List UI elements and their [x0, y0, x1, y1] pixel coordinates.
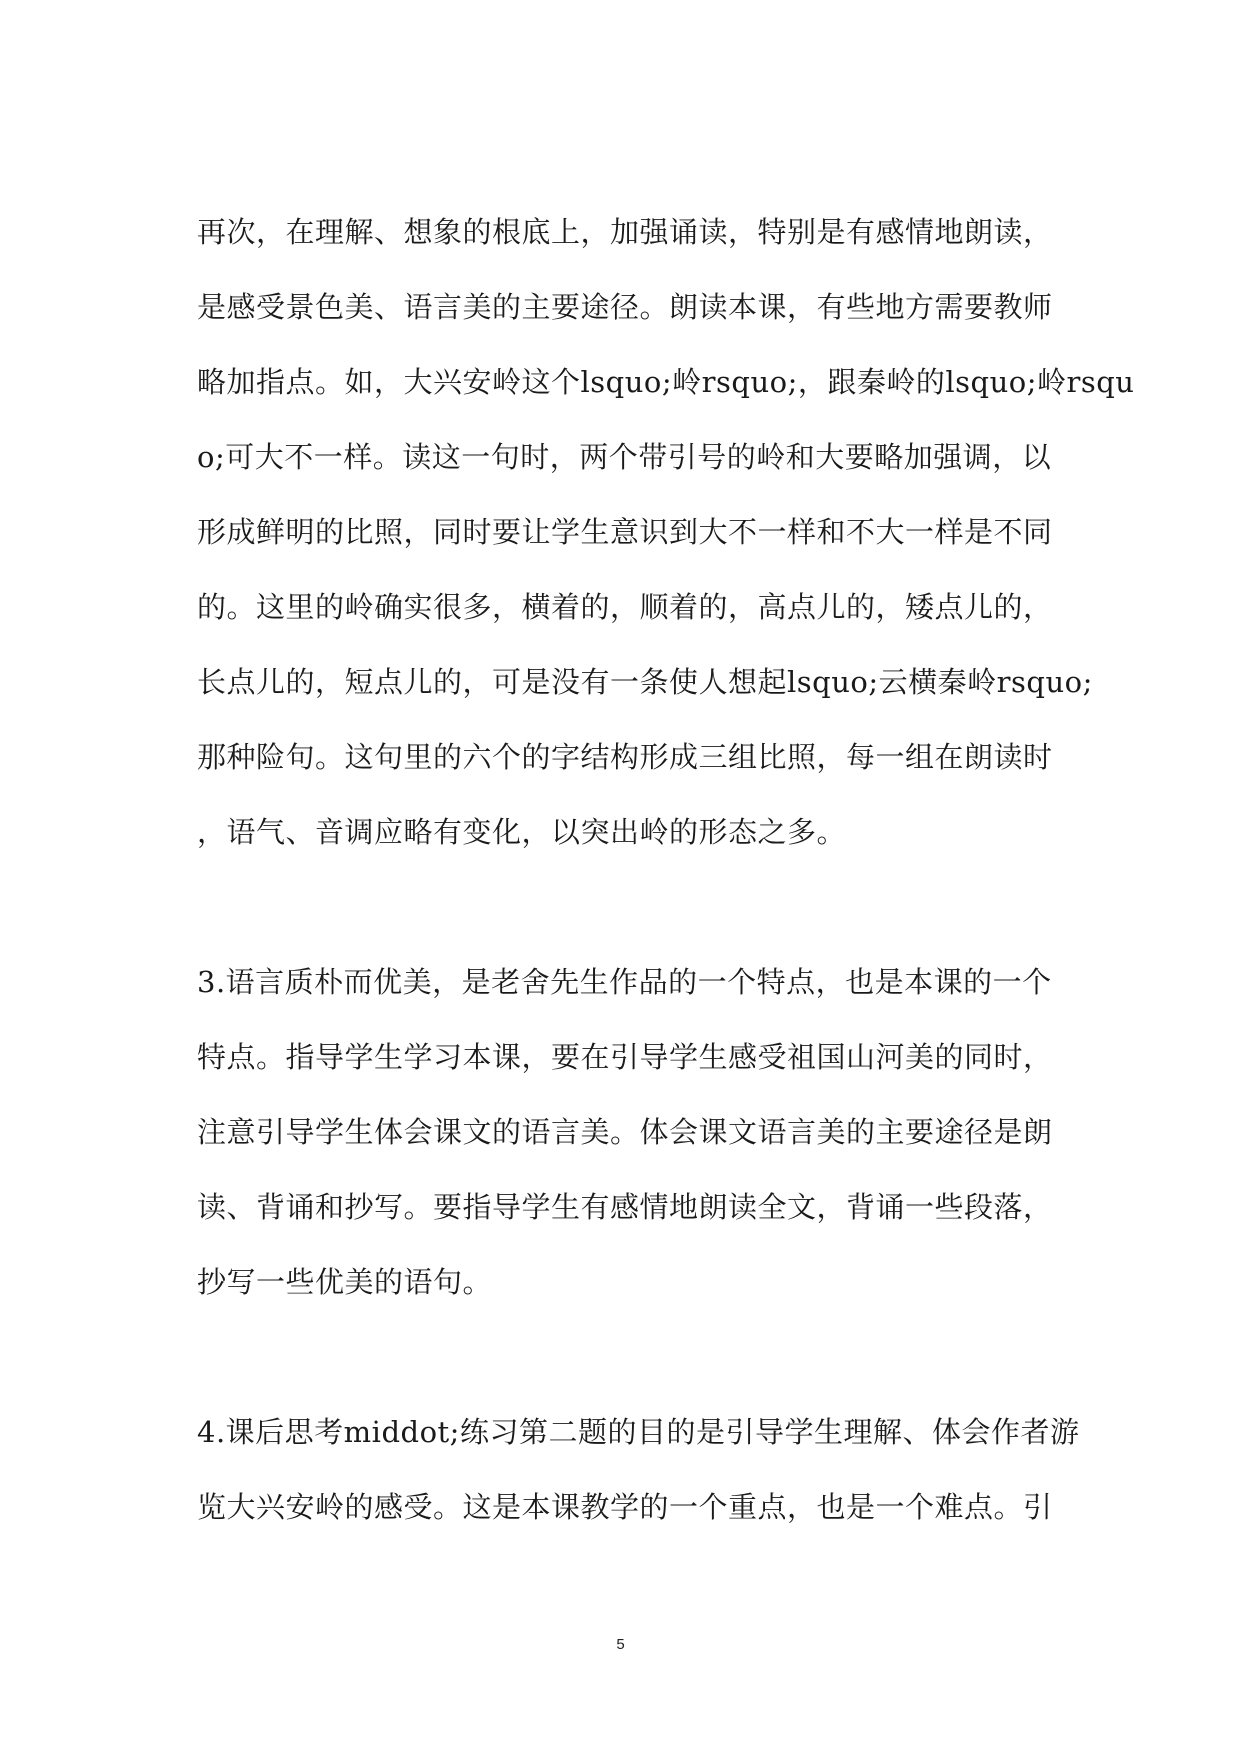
text-line: 长点儿的，短点儿的，可是没有一条使人想起lsquo;云横秦岭rsquo;: [197, 665, 1093, 699]
text-line: 再次，在理解、想象的根底上，加强诵读，特别是有感情地朗读，: [197, 215, 1053, 249]
text-line: 3.语言质朴而优美，是老舍先生作品的一个特点，也是本课的一个: [197, 965, 1052, 999]
text-line: 是感受景色美、语言美的主要途径。朗读本课，有些地方需要教师: [197, 290, 1053, 324]
text-line: ，语气、音调应略有变化，以突出岭的形态之多。: [197, 815, 847, 849]
text-line: 读、背诵和抄写。要指导学生有感情地朗读全文，背诵一些段落，: [197, 1190, 1053, 1224]
text-line: 形成鲜明的比照，同时要让学生意识到大不一样和不大一样是不同: [197, 515, 1053, 549]
text-line: 特点。指导学生学习本课，要在引导学生感受祖国山河美的同时，: [197, 1040, 1053, 1074]
text-line: 注意引导学生体会课文的语言美。体会课文语言美的主要途径是朗: [197, 1115, 1053, 1149]
text-line: 的。这里的岭确实很多，横着的，顺着的，高点儿的，矮点儿的，: [197, 590, 1053, 624]
page-number: 5: [616, 1636, 625, 1653]
text-line: 4.课后思考middot;练习第二题的目的是引导学生理解、体会作者游: [197, 1415, 1080, 1449]
text-line: 那种险句。这句里的六个的字结构形成三组比照，每一组在朗读时: [197, 740, 1053, 774]
text-line: 览大兴安岭的感受。这是本课教学的一个重点，也是一个难点。引: [197, 1490, 1053, 1524]
text-line: 抄写一些优美的语句。: [197, 1265, 493, 1299]
text-line: o;可大不一样。读这一句时，两个带引号的岭和大要略加强调，以: [197, 440, 1052, 474]
text-line: 略加指点。如，大兴安岭这个lsquo;岭rsquo;，跟秦岭的lsquo;岭rsqu: [197, 365, 1135, 399]
